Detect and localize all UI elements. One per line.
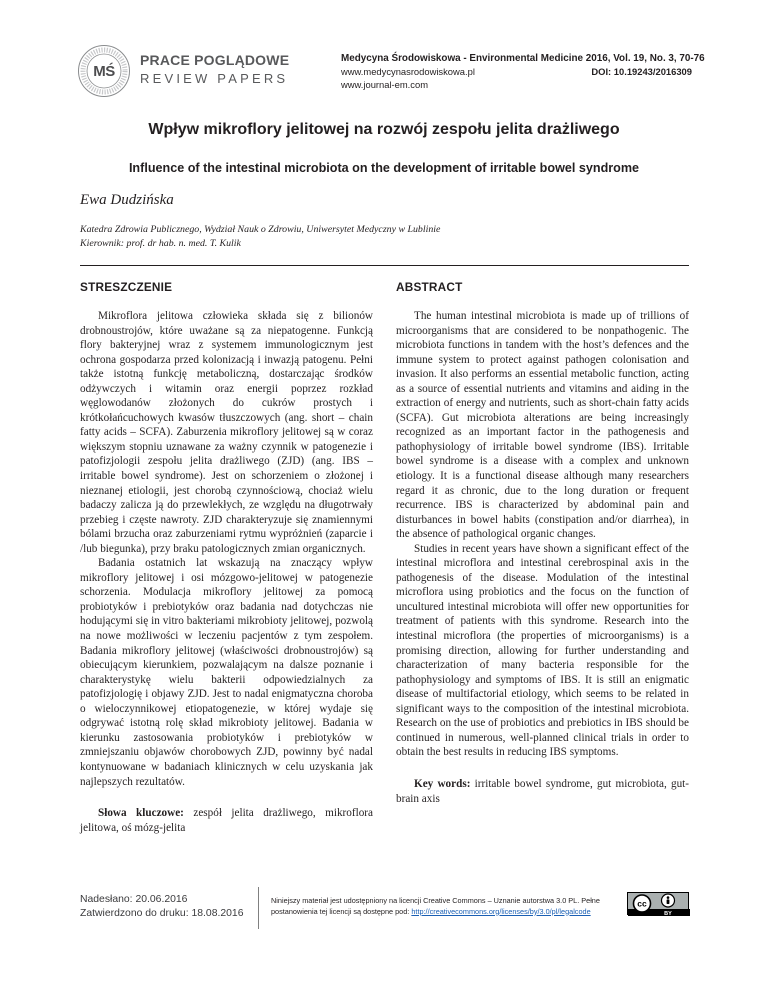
journal-info [341, 52, 705, 91]
doi[interactable]: DOI: 10.19243/2016309 [591, 66, 692, 77]
keywords-en-label: Key words: [414, 777, 471, 790]
cc-by-badge[interactable] [627, 892, 689, 915]
department-head: Kierownik: prof. dr hab. n. med. T. Kulik [80, 237, 241, 249]
series-label [140, 52, 289, 88]
abstract-pl-paragraph-2: Badania ostatnich lat wskazują na znaczący wpływ mikroflory jelitowej i osi mózgowo-jelitowej w patogenezie schorzenia. Modulacja mikroflory jelitowej za pomocą probiotyków i prebiotyków oraz badania nad dotychczas nie hodującymi się in vitro bakteriami mikrobioty jelitowej, pozwolą na nowe możliwości w leczeniu pacjentów z tym zespołem. Badania mikroflory jelitowej (właściwości drobnoustrojów) są obiecującym kierunkiem, pozwalającym na dalsze poznanie i charakterystykę wielu bakterii odpowiedzialnych za patofizjologię i objawy ZJD. Jest to nadal enigmatyczna choroba o wieloczynnikowej etiopatogenezie, w której wydaje się odgrywać istotną rolę skład mikrobioty jelitowej. Badania w kierunku zastosowania probiotyków i prebiotyków w zmniejszaniu objawów chorobowych ZJD, powinny być nadal kontynuowane w badaniach klinicznych w celu uzyskania jak najlepszych rezultatów. [80, 557, 373, 788]
cc-badge-label: BY [664, 911, 672, 916]
article-title-pl: Wpływ mikroflory jelitowej na rozwój zespołu jelita drażliwego [148, 121, 620, 138]
keywords-en [396, 777, 689, 806]
license-line-1: Niniejszy materiał jest udostępniony na licencji Creative Commons – Uznanie autorstwa 3.0 PL. Pełne [271, 896, 600, 905]
seal-monogram: MŚ [93, 62, 115, 80]
keywords-pl-label: Słowa kluczowe: [98, 807, 184, 820]
journal-citation: Medycyna Środowiskowa - Environmental Medicine 2016, Vol. 19, No. 3, 70-76 [341, 53, 705, 64]
journal-website-pl[interactable]: www.medycynasrodowiskowa.pl [341, 66, 475, 77]
creative-commons-icon [628, 893, 690, 916]
submission-dates [80, 893, 243, 921]
journal-website-en[interactable]: www.journal-em.com [341, 78, 429, 90]
abstract-pl [80, 279, 373, 835]
keywords-pl [80, 806, 373, 835]
article-title-en: Influence of the intestinal microbiota on the development of irritable bowel syndrome [128, 161, 640, 175]
svg-text:cc: cc [637, 898, 647, 909]
abstract-en [396, 279, 689, 806]
received-date: Nadesłano: 20.06.2016 [80, 894, 188, 905]
abstract-pl-heading: STRESZCZENIE [80, 280, 173, 294]
license-notice [271, 896, 623, 917]
affiliation [80, 223, 440, 250]
header-divider [80, 265, 689, 266]
accepted-date: Zatwierdzono do druku: 18.08.2016 [80, 908, 244, 919]
license-line-2-text: postanowienia tej licencji są dostępne pod: [271, 906, 412, 916]
series-label-en: REVIEW PAPERS [140, 71, 289, 86]
abstract-en-paragraph-1: The human intestinal microbiota is made up of trillions of microorganisms that are considered to be nonpathogenic. The microbiota functions in tandem with the host’s defences and the immune system to protect against pathogen colonisation and invasion. It also performs an essential metabolic function, acting as a source of essential nutrients and vitamins and aiding in the extraction of energy and nutrients, such as short-chain fatty acids (SCFA). Gut microbiota alterations are being increasingly recognized as an important factor in the pathogenesis and pathophysiology of irritable bowel syndrome (IBS). Irritable bowel syndrome is a disease with a complex and unknown etiology. It is a functional disease although many researchers regard it as chronic, due to the long duration or frequent recurrence. IBS is characterized by abdominal pain and disturbances in bowel habits (constipation and/or diarrhea), in the absence of pathological organic changes. [396, 310, 689, 541]
license-line-2 [271, 907, 623, 918]
abstract-en-paragraph-2: Studies in recent years have shown a significant effect of the intestinal microflora and intestinal cerebrospinal axis in the pathogenesis of the disease. Modulation of the intestinal microflora using probiotics and the focus on the function of uncultured intestinal microbiota will offer new opportunities for treatment of patients with this syndrome. Research into the intestinal microflora (the properties of microorganisms) is a promising direction, allowing for further understanding and characterization of many bacteria responsible for the pathophysiology and symptoms of IBS. It is still an enigmatic disease of multifactorial etiology, which seems to be related in significant ways to the composition of the intestinal microbiota. Research on the use of probiotics and prebiotics in IBS should be continued in numerous, well-planned clinical trials in order to obtain the best results in reducing IBS symptoms. [396, 542, 689, 759]
footer-divider [258, 887, 259, 929]
series-label-pl: PRACE POGLĄDOWE [140, 52, 290, 68]
abstract-en-heading: ABSTRACT [396, 280, 463, 294]
journal-seal-logo [77, 44, 131, 98]
author-name: Ewa Dudzińska [80, 192, 174, 208]
keywords-pl-text: zespół jelita drażliwego, mikroflora jelitowa, oś mózg-jelita [80, 807, 373, 834]
keywords-en-text: irritable bowel syndrome, gut microbiota, gut-brain axis [396, 777, 690, 805]
affiliation-line: Katedra Zdrowia Publicznego, Wydział Nauk o Zdrowiu, Uniwersytet Medyczny w Lublinie [80, 224, 441, 235]
abstract-pl-paragraph-1: Mikroflora jelitowa człowieka składa się z bilionów drobnoustrojów, które uważane są za niepatogenne. Funkcją flory bakteryjnej wraz z systemem immunologicznym jest ochrona gospodarza przed kolonizacją i inwazją patogenu. Pełni także istotną funkcję metaboliczną, dostarczając środków odżywczych i witamin oraz energii poprzez rozkład węglowodanów złożonych do cukrów prostych i krótkołańcuchowych kwasów tłuszczowych (ang. short – chain fatty acids – SCFA). Zaburzenia mikroflory jelitowej są w coraz większym stopniu uznawane za ważny czynnik w patogenezie i patofizjologii zespołu jelita drażliwego (ZJD) (ang. IBS – irritable bowel syndrome). Jest on schorzeniem o złożonej i nieznanej etiologii, jest chorobą czynnościową, chociaż wielu badaczy zalicza ją do przewlekłych, ze względu na długotrwały przebieg i częste nawroty. ZJD charakteryzuje się znamiennymi bólami brzucha oraz zaburzeniami rytmu wypróżnień (zaparcie i /lub biegunka), przy braku patologicznych zmian organicznych. [80, 310, 373, 555]
license-link[interactable]: http://creativecommons.org/licenses/by/3.0/pl/legalcode [411, 906, 591, 916]
